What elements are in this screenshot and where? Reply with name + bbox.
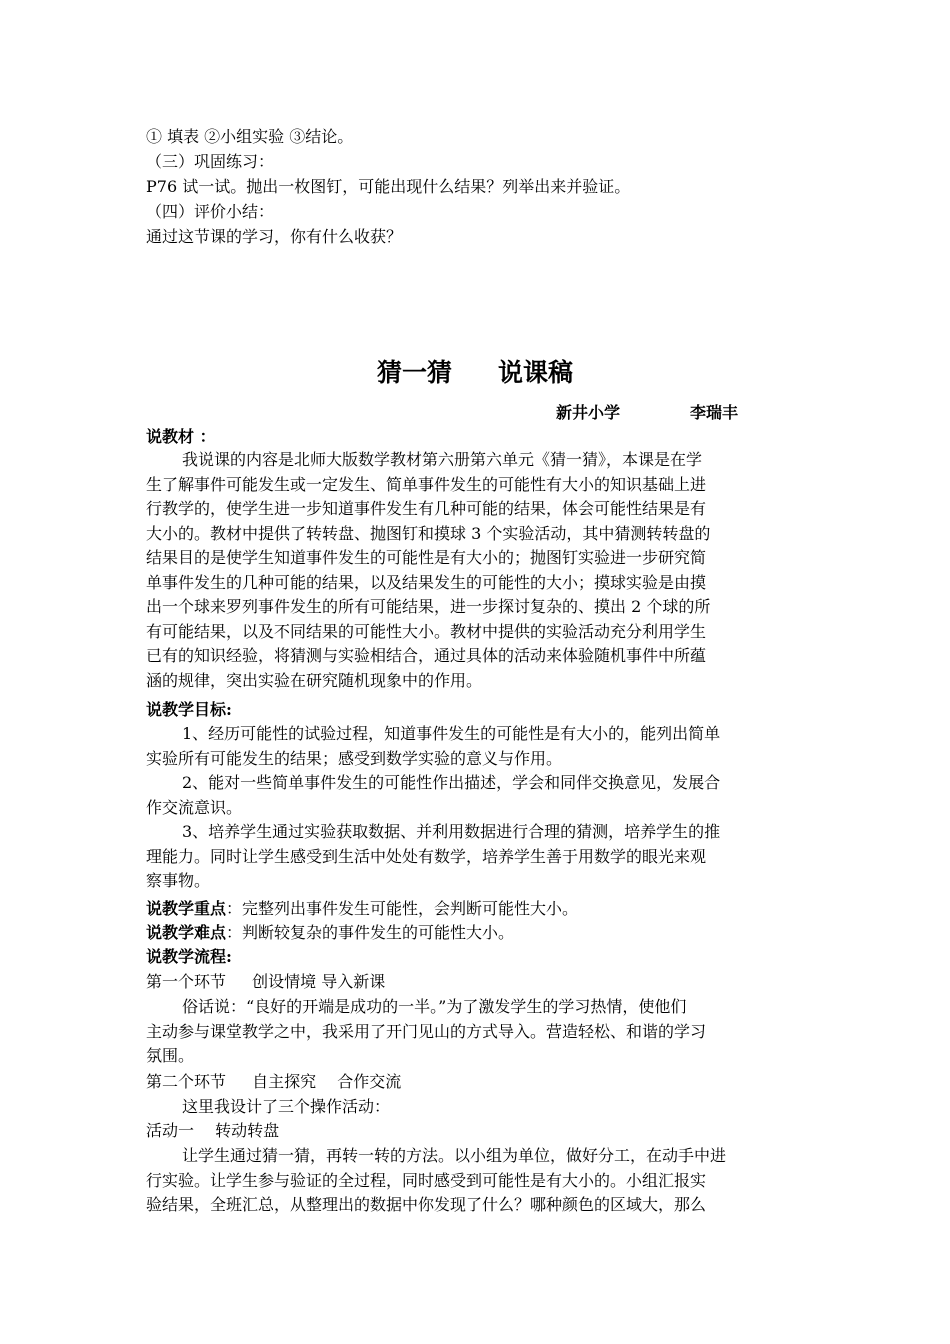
goal-3 <box>146 820 808 894</box>
text-line: 验结果，全班汇总，从整理出的数据中你发现了什么？哪种颜色的区域大，那么 <box>146 1195 707 1214</box>
key-point-text: ：完整列出事件发生可能性，会判断可能性大小。 <box>226 899 579 918</box>
author-school: 新井小学 <box>556 403 621 422</box>
text-line: 我说课的内容是北师大版数学教材第六册第六单元《猜一猜》，本课是在学 <box>182 450 703 469</box>
text-line: 主动参与课堂教学之中，我采用了开门见山的方式导入。营造轻松、和谐的学习 <box>146 1021 707 1041</box>
text-line: 氛围。 <box>146 1046 195 1065</box>
key-point-line <box>146 898 808 920</box>
text-line: 结果目的是使学生知道事件发生的可能性是有大小的；抛图钉实验进一步研究简 <box>146 548 707 567</box>
text-line: 单事件发生的几种可能的结果，以及结果发生的可能性的大小；摸球实验是由摸 <box>146 572 707 592</box>
stage-2-intro: 这里我设计了三个操作活动： <box>182 1097 391 1116</box>
text-line: 3、培养学生通过实验获取数据、并利用数据进行合理的猜测，培养学生的推 <box>182 822 721 841</box>
process-heading: 说教学流程: <box>146 947 232 966</box>
textbook-paragraph <box>146 448 808 693</box>
text-line: 有可能结果，以及不同结果的可能性大小。教材中提供的实验活动充分利用学生 <box>146 621 707 641</box>
text-line: 理能力。同时让学生感受到生活中处处有数学，培养学生善于用数学的眼光来观 <box>146 846 707 866</box>
text-line: 生了解事件可能发生或一定发生、简单事件发生的可能性有大小的知识基础上进 <box>146 474 707 494</box>
text-line: 察事物。 <box>146 871 211 890</box>
text-line: 行实验。让学生参与验证的全过程，同时感受到可能性是有大小的。小组汇报实 <box>146 1170 707 1190</box>
practice-line: P76 试一试。抛出一枚图钉，可能出现什么结果？列举出来并验证。 <box>146 177 631 196</box>
text-line: 1、经历可能性的试验过程，知道事件发生的可能性是有大小的，能列出简单 <box>182 724 721 743</box>
stage-1-paragraph <box>146 995 808 1069</box>
activity-1-heading: 活动一 转动转盘 <box>146 1121 280 1140</box>
text-line: 已有的知识经验，将猜测与实验相结合，通过具体的活动来体验随机事件中所蕴 <box>146 646 707 665</box>
steps-line: ① 填表 ②小组实验 ③结论。 <box>146 127 354 146</box>
author-name: 李瑞丰 <box>690 403 739 422</box>
page-title <box>0 355 950 391</box>
text-line: 大小的。教材中提供了转转盘、抛图钉和摸球 3 个实验活动，其中猜测转转盘的 <box>146 523 711 543</box>
text-line: 实验所有可能发生的结果；感受到数学实验的意义与作用。 <box>146 748 563 768</box>
difficulty-line <box>146 922 808 944</box>
stage-2-heading: 第二个环节 自主探究 合作交流 <box>146 1072 402 1091</box>
goal-1 <box>146 722 808 771</box>
text-line: 让学生通过猜一猜，再转一转的方法。以小组为单位，做好分工，在动手中进 <box>182 1146 727 1165</box>
difficulty-label: 说教学难点 <box>146 923 227 942</box>
text-line: 作交流意识。 <box>146 797 243 817</box>
section-4-heading: （四）评价小结： <box>146 202 275 221</box>
stage-1-heading: 第一个环节 创设情境 导入新课 <box>146 972 386 991</box>
title-part-2: 说课稿 <box>498 358 574 387</box>
text-line: 行教学的，使学生进一步知道事件发生有几种可能的结果，体会可能性结果是有 <box>146 499 707 518</box>
text-line: 出一个球来罗列事件发生的所有可能结果，进一步探讨复杂的、摸出 2 个球的所 <box>146 597 711 616</box>
activity-1-paragraph <box>146 1144 808 1218</box>
section-3-heading: （三）巩固练习： <box>146 152 275 171</box>
text-line: 2、能对一些简单事件发生的可能性作出描述，学会和同伴交换意见，发展合 <box>182 773 721 792</box>
difficulty-text: ：判断较复杂的事件发生的可能性大小。 <box>226 923 515 942</box>
title-part-1: 猜一猜 <box>376 358 452 387</box>
textbook-heading: 说教材 ： <box>146 427 216 446</box>
goal-2 <box>146 771 808 820</box>
goals-heading: 说教学目标: <box>146 700 232 719</box>
key-point-label: 说教学重点 <box>146 899 227 918</box>
text-line: 涵的规律，突出实验在研究随机现象中的作用。 <box>146 670 483 690</box>
summary-line: 通过这节课的学习，你有什么收获？ <box>146 227 403 246</box>
text-line: 俗话说：“良好的开端是成功的一半。”为了激发学生的学习热情，使他们 <box>182 997 687 1016</box>
